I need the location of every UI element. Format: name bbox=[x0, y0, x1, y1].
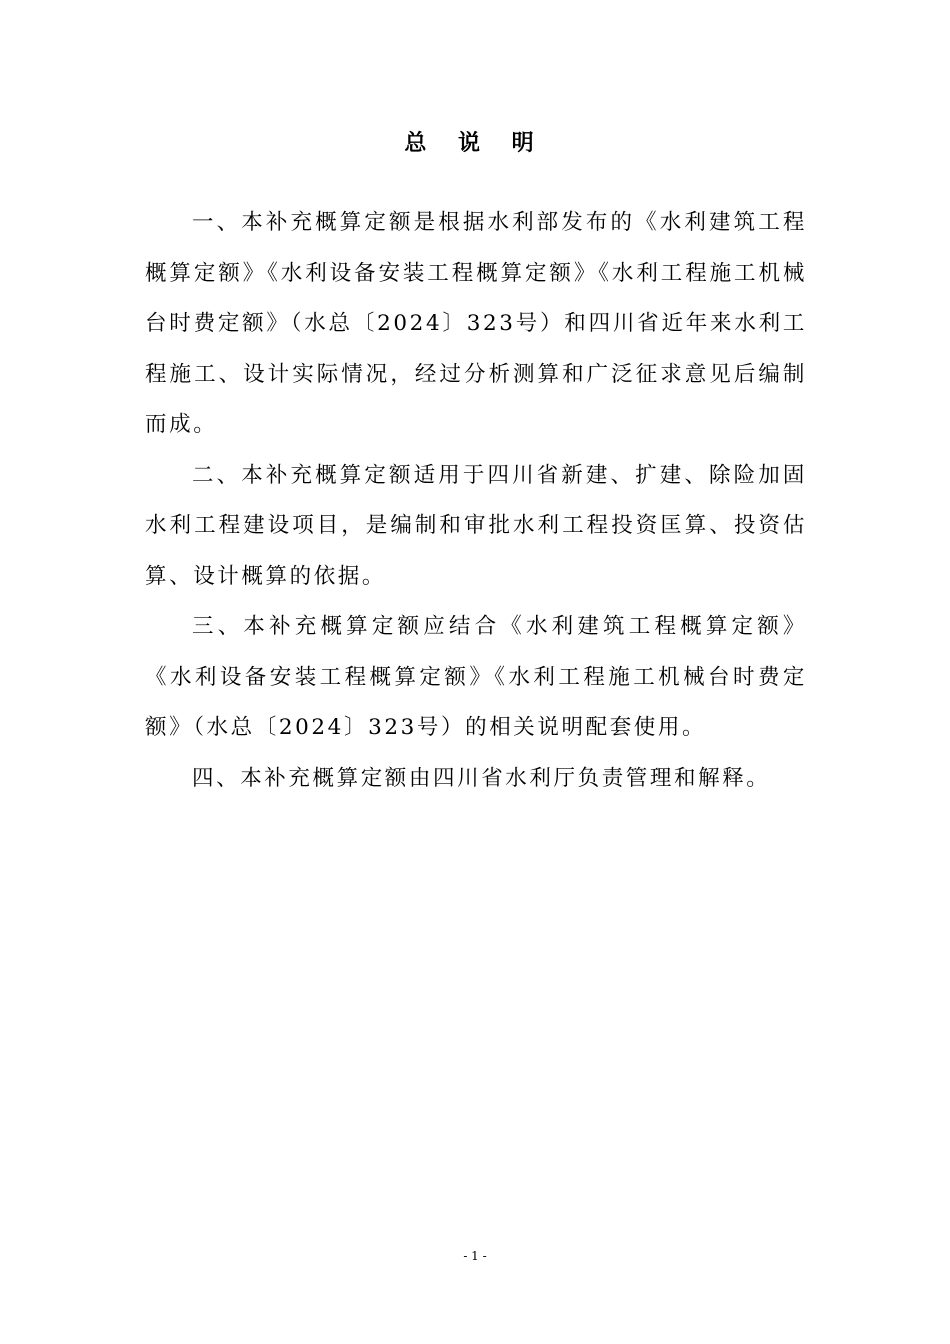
page-number: - 1 - bbox=[463, 1249, 487, 1263]
paragraph-3: 三、本补充概算定额应结合《水利建筑工程概算定额》《水利设备安装工程概算定额》《水利工程施工机械台时费定额》（水总〔2024〕323号）的相关说明配套使用。 bbox=[145, 614, 807, 740]
body-text bbox=[145, 198, 807, 804]
paragraph-1: 一、本补充概算定额是根据水利部发布的《水利建筑工程概算定额》《水利设备安装工程概算定额》《水利工程施工机械台时费定额》（水总〔2024〕323号）和四川省近年来水利工程施工、设计实际情况，经过分析测算和广泛征求意见后编制而成。 bbox=[145, 210, 807, 437]
paragraph-2: 二、本补充概算定额适用于四川省新建、扩建、除险加固水利工程建设项目，是编制和审批水利工程投资匡算、投资估算、设计概算的依据。 bbox=[145, 462, 807, 589]
page-title: 总 说 明 bbox=[404, 130, 546, 156]
paragraph-4: 四、本补充概算定额由四川省水利厅负责管理和解释。 bbox=[192, 765, 771, 791]
